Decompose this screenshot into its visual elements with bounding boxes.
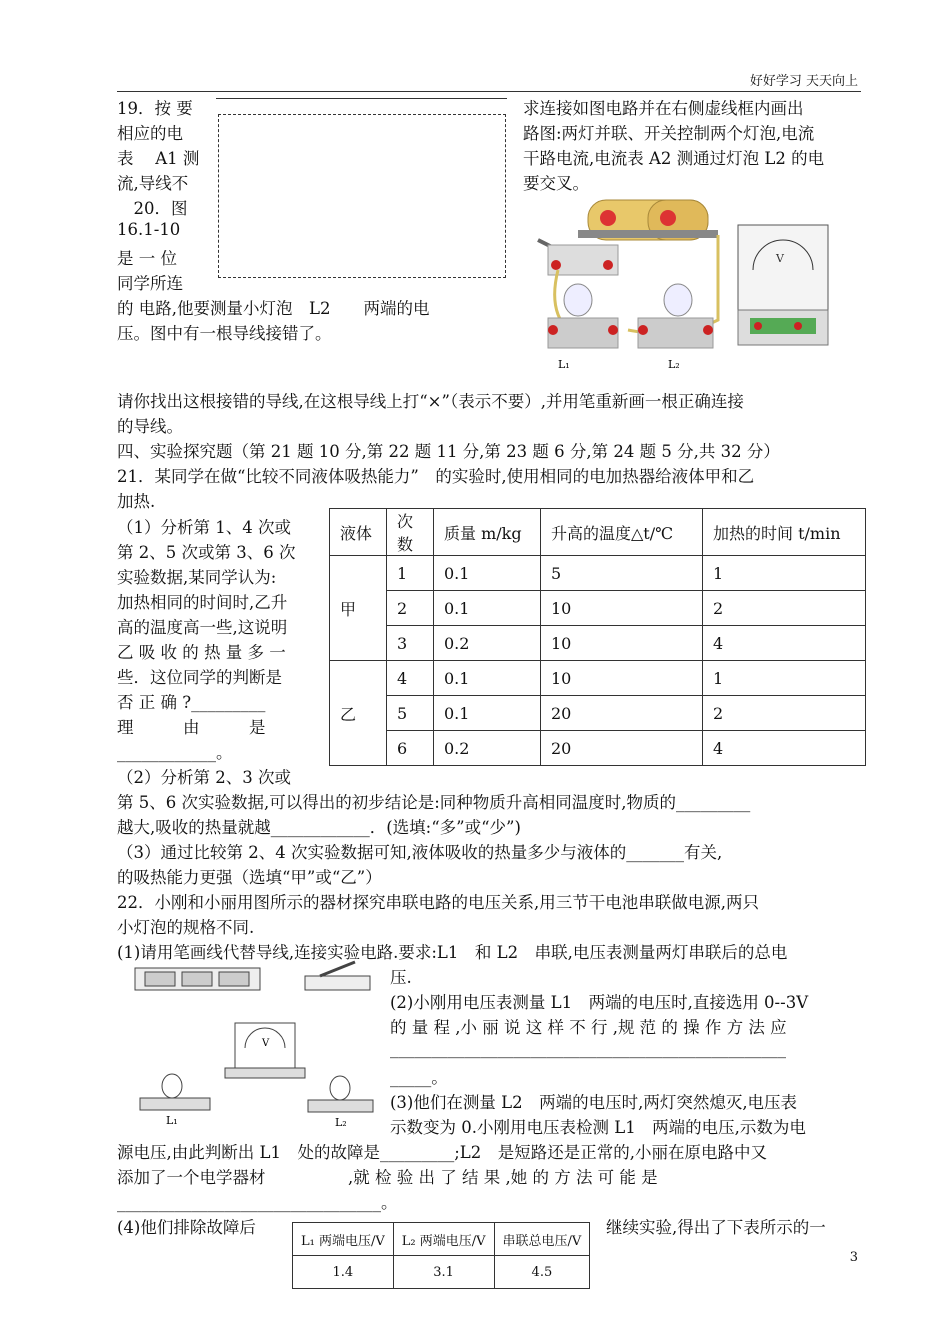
table-cell: 0.1 [434,661,541,696]
table-cell: 10 [541,626,703,661]
table-header: 质量 m/kg [434,509,541,556]
q19-right-line: 干路电流,电流表 A2 测通过灯泡 L2 的电 [523,149,825,168]
q22-text: 添加了一个电学器材 ,就 检 验 出 了 结 果 ,她 的 方 法 可 能 是 [117,1168,658,1187]
page-number: 3 [849,1250,858,1265]
q22-text: (1)请用笔画线代替导线,连接实验电路.要求:L1 和 L2 串联,电压表测量两灯串联后的总电 [117,943,788,962]
q21-left-line: 乙 吸 收 的 热 量 多 一 [117,643,286,662]
q19-left-line: 流,导线不 [117,174,189,193]
q19-left-line: 19．按 要 [117,99,193,118]
q19-right-line: 路图:两灯并联、开关控制两个灯泡,电流 [523,124,815,143]
q22-text: 源电压,由此判断出 L1 处的故障是_________;L2 是短路还是正常的,小丽在原电路中又 [117,1143,767,1162]
q21-data-table [329,508,866,766]
q21-left-line: （1）分析第 1、4 次或 [117,518,291,537]
table-header: 液体 [330,509,387,556]
q21-left-line: 理 由 是 [117,718,266,737]
q22-text: 示数变为 0.小刚用电压表检测 L1 两端的电压,示数为电 [390,1118,806,1137]
table-cell: 10 [541,661,703,696]
answer-line [216,98,507,99]
q21-text: 加热. [117,492,156,511]
table-cell: 20 [541,731,703,766]
q20-text: 的导线。 [117,417,183,436]
table-cell: 0.1 [434,556,541,591]
voltmeter-label: V [262,1038,270,1049]
table-cell: 乙 [330,661,387,766]
table-row [293,1256,590,1289]
q19-right-line: 要交叉。 [523,174,589,193]
table-header: L₂ 两端电压/V [393,1223,494,1256]
q21-left-line: 否 正 确 ?_________ [117,693,266,712]
l1-label: L₁ [166,1114,178,1127]
q22-text: 小灯泡的规格不同. [117,918,255,937]
q20-text: 请你找出这根接错的导线,在这根导线上打“×”（表示不要）,并用笔重新画一根正确连接 [117,392,744,411]
table-row [330,591,866,626]
q20-text: 压。图中有一根导线接错了。 [117,324,332,343]
q19-left-line: 相应的电 [117,124,183,143]
table-header: 次数 [387,509,434,556]
table-cell: 5 [387,696,434,731]
table-cell: 1 [703,661,866,696]
q19-left-line: 是 一 位 [117,249,177,268]
table-cell: 0.2 [434,626,541,661]
q21-text: 的吸热能力更强（选填“甲”或“乙”） [117,868,382,887]
table-row [330,661,866,696]
page-header: 好好学习 天天向上 [749,74,858,89]
table-header-row [330,509,866,556]
q19-left-line: 16.1-10 [117,220,181,239]
q21-left-line: 些．这位同学的判断是 [117,668,282,687]
q22-text: 压. [390,968,412,987]
table-header: L₁ 两端电压/V [293,1223,394,1256]
table-cell: 4 [703,731,866,766]
q21-left-line: （2）分析第 2、3 次或 [117,768,291,787]
q21-text: 第 5、6 次实验数据,可以得出的初步结论是:同种物质升高相同温度时,物质的_________ [117,793,751,812]
q22-text: 22．小刚和小丽用图所示的器材探究串联电路的电压关系,用三节干电池串联做电源,两只 [117,893,759,912]
apparatus-figure-image [130,958,380,1133]
q19-left-line: 同学所连 [117,274,183,293]
q22-text: ________________________________。 [117,1193,398,1212]
table-header-row [293,1223,590,1256]
table-cell: 甲 [330,556,387,661]
voltage-results-table [292,1222,590,1289]
q21-left-line: 加热相同的时间时,乙升 [117,593,288,612]
l2-label: L₂ [668,358,680,371]
table-cell: 2 [387,591,434,626]
q22-text: 的 量 程 ,小 丽 说 这 样 不 行 ,规 范 的 操 作 方 法 应 [390,1018,787,1037]
table-row [330,696,866,731]
q19-right-line: 求连接如图电路并在右侧虚线框内画出 [523,99,804,118]
q22-text: (3)他们在测量 L2 两端的电压时,两灯突然熄灭,电压表 [390,1093,798,1112]
table-cell: 6 [387,731,434,766]
table-cell: 1.4 [293,1256,394,1289]
table-cell: 20 [541,696,703,731]
table-cell: 0.1 [434,591,541,626]
q19-left-line: 20．图 [117,199,188,218]
q22-text: ________________________________________________ [390,1039,786,1058]
q22-text: (4)他们排除故障后 [117,1218,256,1237]
table-row [330,556,866,591]
table-cell: 1 [387,556,434,591]
q22-text: 继续实验,得出了下表所示的一 [606,1218,826,1237]
table-cell: 1 [703,556,866,591]
header-rule [117,91,861,92]
l2-label: L₂ [335,1116,347,1129]
table-cell: 4 [703,626,866,661]
table-header: 串联总电压/V [494,1223,590,1256]
section-title: 四、实验探究题（第 21 题 10 分,第 22 题 11 分,第 23 题 6 分,第 24 题 5 分,共 32 分） [117,442,780,461]
table-cell: 2 [703,591,866,626]
table-header: 升高的温度△t/℃ [541,509,703,556]
q21-text: 21．某同学在做“比较不同液体吸热能力” 的实验时,使用相同的电加热器给液体甲和乙 [117,467,755,486]
q21-left-line: 实验数据,某同学认为: [117,568,277,587]
q21-left-line: ____________。 [117,743,233,762]
table-cell: 2 [703,696,866,731]
voltmeter-label: V [776,252,784,265]
drawing-answer-box[interactable] [218,114,506,278]
table-cell: 10 [541,591,703,626]
q19-left-line: 表 A1 测 [117,149,200,168]
q22-text: (2)小刚用电压表测量 L1 两端的电压时,直接选用 0--3V [390,993,809,1012]
table-cell: 0.2 [434,731,541,766]
table-cell: 3 [387,626,434,661]
q21-left-line: 第 2、5 次或第 3、6 次 [117,543,296,562]
table-cell: 5 [541,556,703,591]
q20-text: 的 电路,他要测量小灯泡 L2 两端的电 [117,299,430,318]
table-row [330,731,866,766]
table-cell: 4 [387,661,434,696]
q21-text: （3）通过比较第 2、4 次实验数据可知,液体吸收的热量多少与液体的_______有关, [117,843,723,862]
circuit-diagram-image [528,190,858,380]
q21-text: 越大,吸收的热量就越____________．(选填:“多”或“少”) [117,818,521,837]
table-header: 加热的时间 t/min [703,509,866,556]
table-cell: 3.1 [393,1256,494,1289]
q22-text: _____。 [390,1068,448,1087]
table-row [330,626,866,661]
q21-left-line: 高的温度高一些,这说明 [117,618,288,637]
table-cell: 0.1 [434,696,541,731]
l1-label: L₁ [558,358,570,371]
table-cell: 4.5 [494,1256,590,1289]
